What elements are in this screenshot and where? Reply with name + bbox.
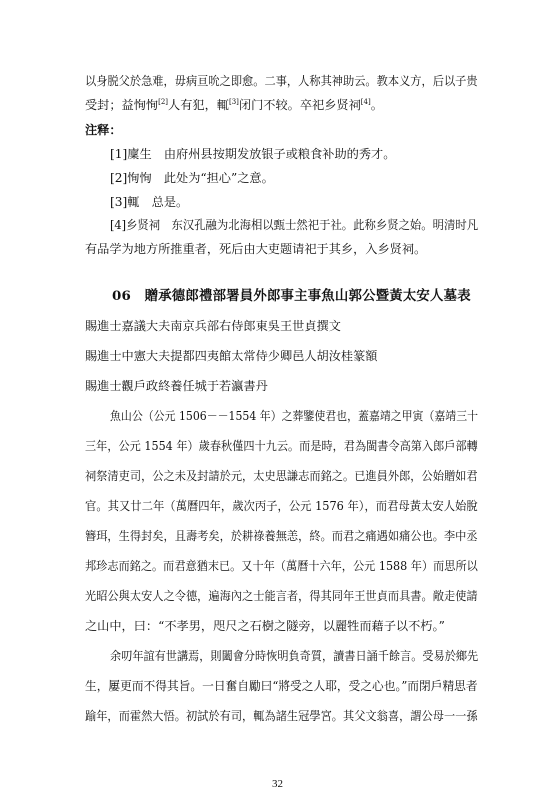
note-item: [3]輒 总是。 [110, 195, 189, 209]
text-fragment: 受封；益恂恂 [85, 98, 159, 112]
credit-line: 賜進士嘉議大夫南京兵部右侍郎東吳王世貞撰文 [85, 319, 341, 333]
note-item: [1]廩生 由府州县按期发放银子或粮食补助的秀才。 [110, 147, 396, 161]
body-line: 光昭公與太安人之令德，遍海內之士能言者，得其同年王世貞而具書。敞走使請 [85, 589, 478, 603]
notes-heading: 注释： [85, 123, 122, 137]
footnote-ref: [3] [228, 97, 239, 106]
body-line: 踰年，而霍然大悟。初試於有司，輒為諸生冠學宮。其父文翁喜，謂公母一一孫 [85, 709, 478, 723]
body-line: 邦珍志而銘之。而君意猶末已。又十年（萬曆十六年，公元 1588 年）而思所以 [85, 559, 478, 573]
body-line: 余叨年誼有世講焉，則闔會分時恢明負奇質，讀書日誦千餘言。受易於鄉先 [110, 649, 479, 663]
body-line: 之山中，曰：“不孝男，咫尺之石樹之隧旁，以麗牲而藉子以不朽。” [85, 619, 445, 633]
page-number: 32 [272, 778, 283, 790]
text-fragment: 闭门不较。卒祀乡贤祠 [238, 98, 361, 112]
body-line: 簪珥，生得封矣，且壽考矣，於耕祿養無恙，終。而君之痛遇如痛公也。李中丞 [85, 529, 478, 543]
body-line: 官。其又廿二年（萬曆四年，歲次丙子，公元 1576 年），而君母黃太安人始脫 [85, 499, 478, 513]
note-item: [4]乡贤祠 东汉孔融为北海相以甄士然祀于社。此称乡贤之始。明清时凡 [110, 218, 479, 232]
note-item: [2]恂恂 此处为“担心”之意。 [110, 171, 274, 185]
note-item-continued: 有品学为地方所推重者，死后由大吏题请祀于其乡，入乡贤祠。 [85, 242, 427, 256]
text-line: 以身脱父於急难，毋病亘吮之即愈。二事，人称其神助云。教本义方，后以子贵 [85, 74, 478, 88]
credit-line: 賜進士觀戶政終養任城于若瀛書丹 [85, 379, 268, 393]
body-line: 三年，公元 1554 年）歲春秋僅四十九云。而是時，君為閩書令高第入郎戶部轉 [85, 439, 478, 453]
body-line: 魚山公（公元 1506－－1554 年）之葬鑒使君也，蓋嘉靖之甲寅（嘉靖三十 [110, 409, 479, 423]
body-line: 祠祭清吏司，公之未及封請於元，太史思謙志而銘之。已進員外郎，公始贈如君 [85, 469, 478, 483]
section-title: 06 贈承德郎禮部署員外郎事主事魚山郭公暨黃太安人墓表 [112, 288, 471, 304]
body-line: 生，屢更而不得其旨。一日奮自勵曰“將受之人耶，受之心也。”而閉戶精思者 [85, 679, 478, 693]
credit-line: 賜進士中憲大夫提都四夷館太常侍少卿邑人胡汝桂篆額 [85, 349, 378, 363]
text-fragment: 人有犯，輒 [168, 98, 229, 112]
footnote-ref: [2] [158, 97, 169, 106]
footnote-ref: [4] [360, 97, 371, 106]
text-line [85, 97, 383, 113]
text-fragment: 。 [370, 98, 383, 112]
